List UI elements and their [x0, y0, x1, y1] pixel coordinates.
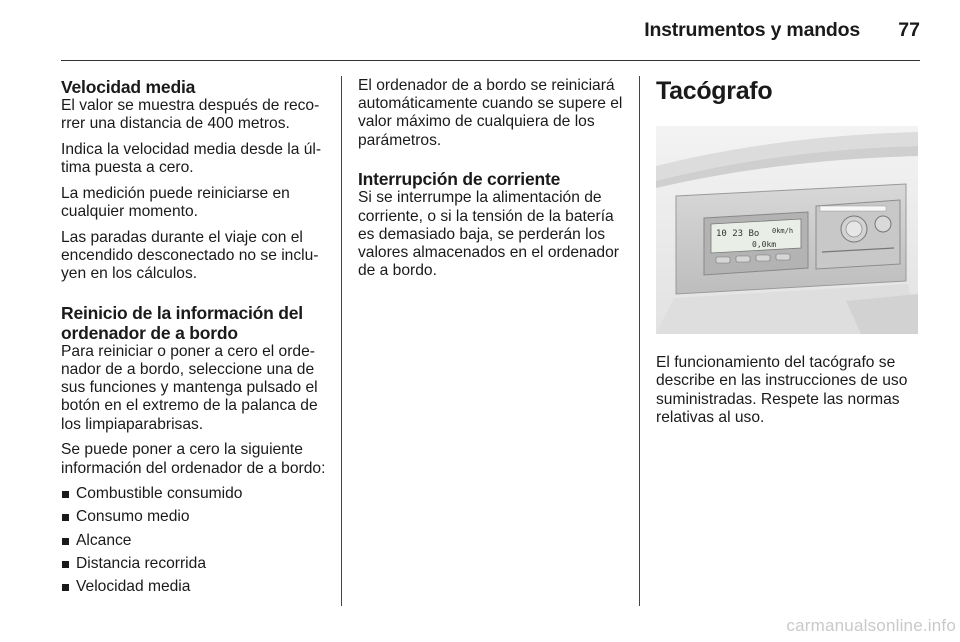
paragraph: El valor se muestra después de reco-rrer una distancia de 400 metros.: [61, 97, 320, 133]
section-title: Instrumentos y mandos: [644, 19, 860, 41]
list-item: Distancia recorrida: [61, 555, 333, 573]
paragraph: El ordenador de a bordo se reiniciará automáticamente cuando se supere el valor máximo de cualquiera de los parámetros.: [358, 77, 623, 149]
column-1: [61, 77, 333, 601]
heading-reset: Reinicio de la información del ordenador de a bordo: [61, 302, 303, 343]
paragraph: El funcionamiento del tacógrafo se describe en las instrucciones de uso suministradas. Respete las normas relativas al uso.: [656, 354, 908, 426]
page-number: 77: [898, 19, 920, 41]
paragraph: Para reiniciar o poner a cero el orde-nador de a bordo, seleccione una de sus funciones y mantenga pulsado el botón en el extremo de la palanca de los limpiaparabrisas.: [61, 342, 318, 433]
heading-tachograph: Tacógrafo: [656, 77, 773, 105]
paragraph: La medición puede reiniciarse en cualquier momento.: [61, 184, 290, 221]
list-item: Alcance: [61, 532, 333, 550]
header-rule: [61, 60, 920, 61]
paragraph: Las paradas durante el viaje con el encendido desconectado no se inclu-yen en los cálculos.: [61, 228, 319, 283]
display-unit: 0km/h: [772, 227, 794, 235]
reset-list: [61, 485, 333, 596]
display-line-2: 0,0km: [752, 240, 777, 249]
tachograph-illustration: [656, 126, 918, 334]
heading-power-interruption: Interrupción de corriente: [358, 169, 561, 190]
list-item: Consumo medio: [61, 508, 333, 526]
paragraph: Se puede poner a cero la siguiente información del ordenador de a bordo:: [61, 441, 326, 477]
column-2: [358, 77, 630, 288]
paragraph: Indica la velocidad media desde la úl-tima puesta a cero.: [61, 140, 322, 177]
watermark: carmanualsonline.info: [786, 616, 956, 635]
paragraph: Si se interrumpe la alimentación de corriente, o si la tensión de la batería es demasiado baja, se perderán los valores almacenados en el ordenador de a bordo.: [358, 189, 619, 280]
column-divider-2: [639, 76, 640, 606]
heading-avg-speed: Velocidad media: [61, 77, 196, 97]
list-item: Combustible consumido: [61, 485, 333, 503]
list-item: Velocidad media: [61, 578, 333, 596]
display-line-1: 10 23 Bo: [716, 229, 760, 239]
column-3: [656, 77, 920, 435]
column-divider-1: [341, 76, 342, 606]
